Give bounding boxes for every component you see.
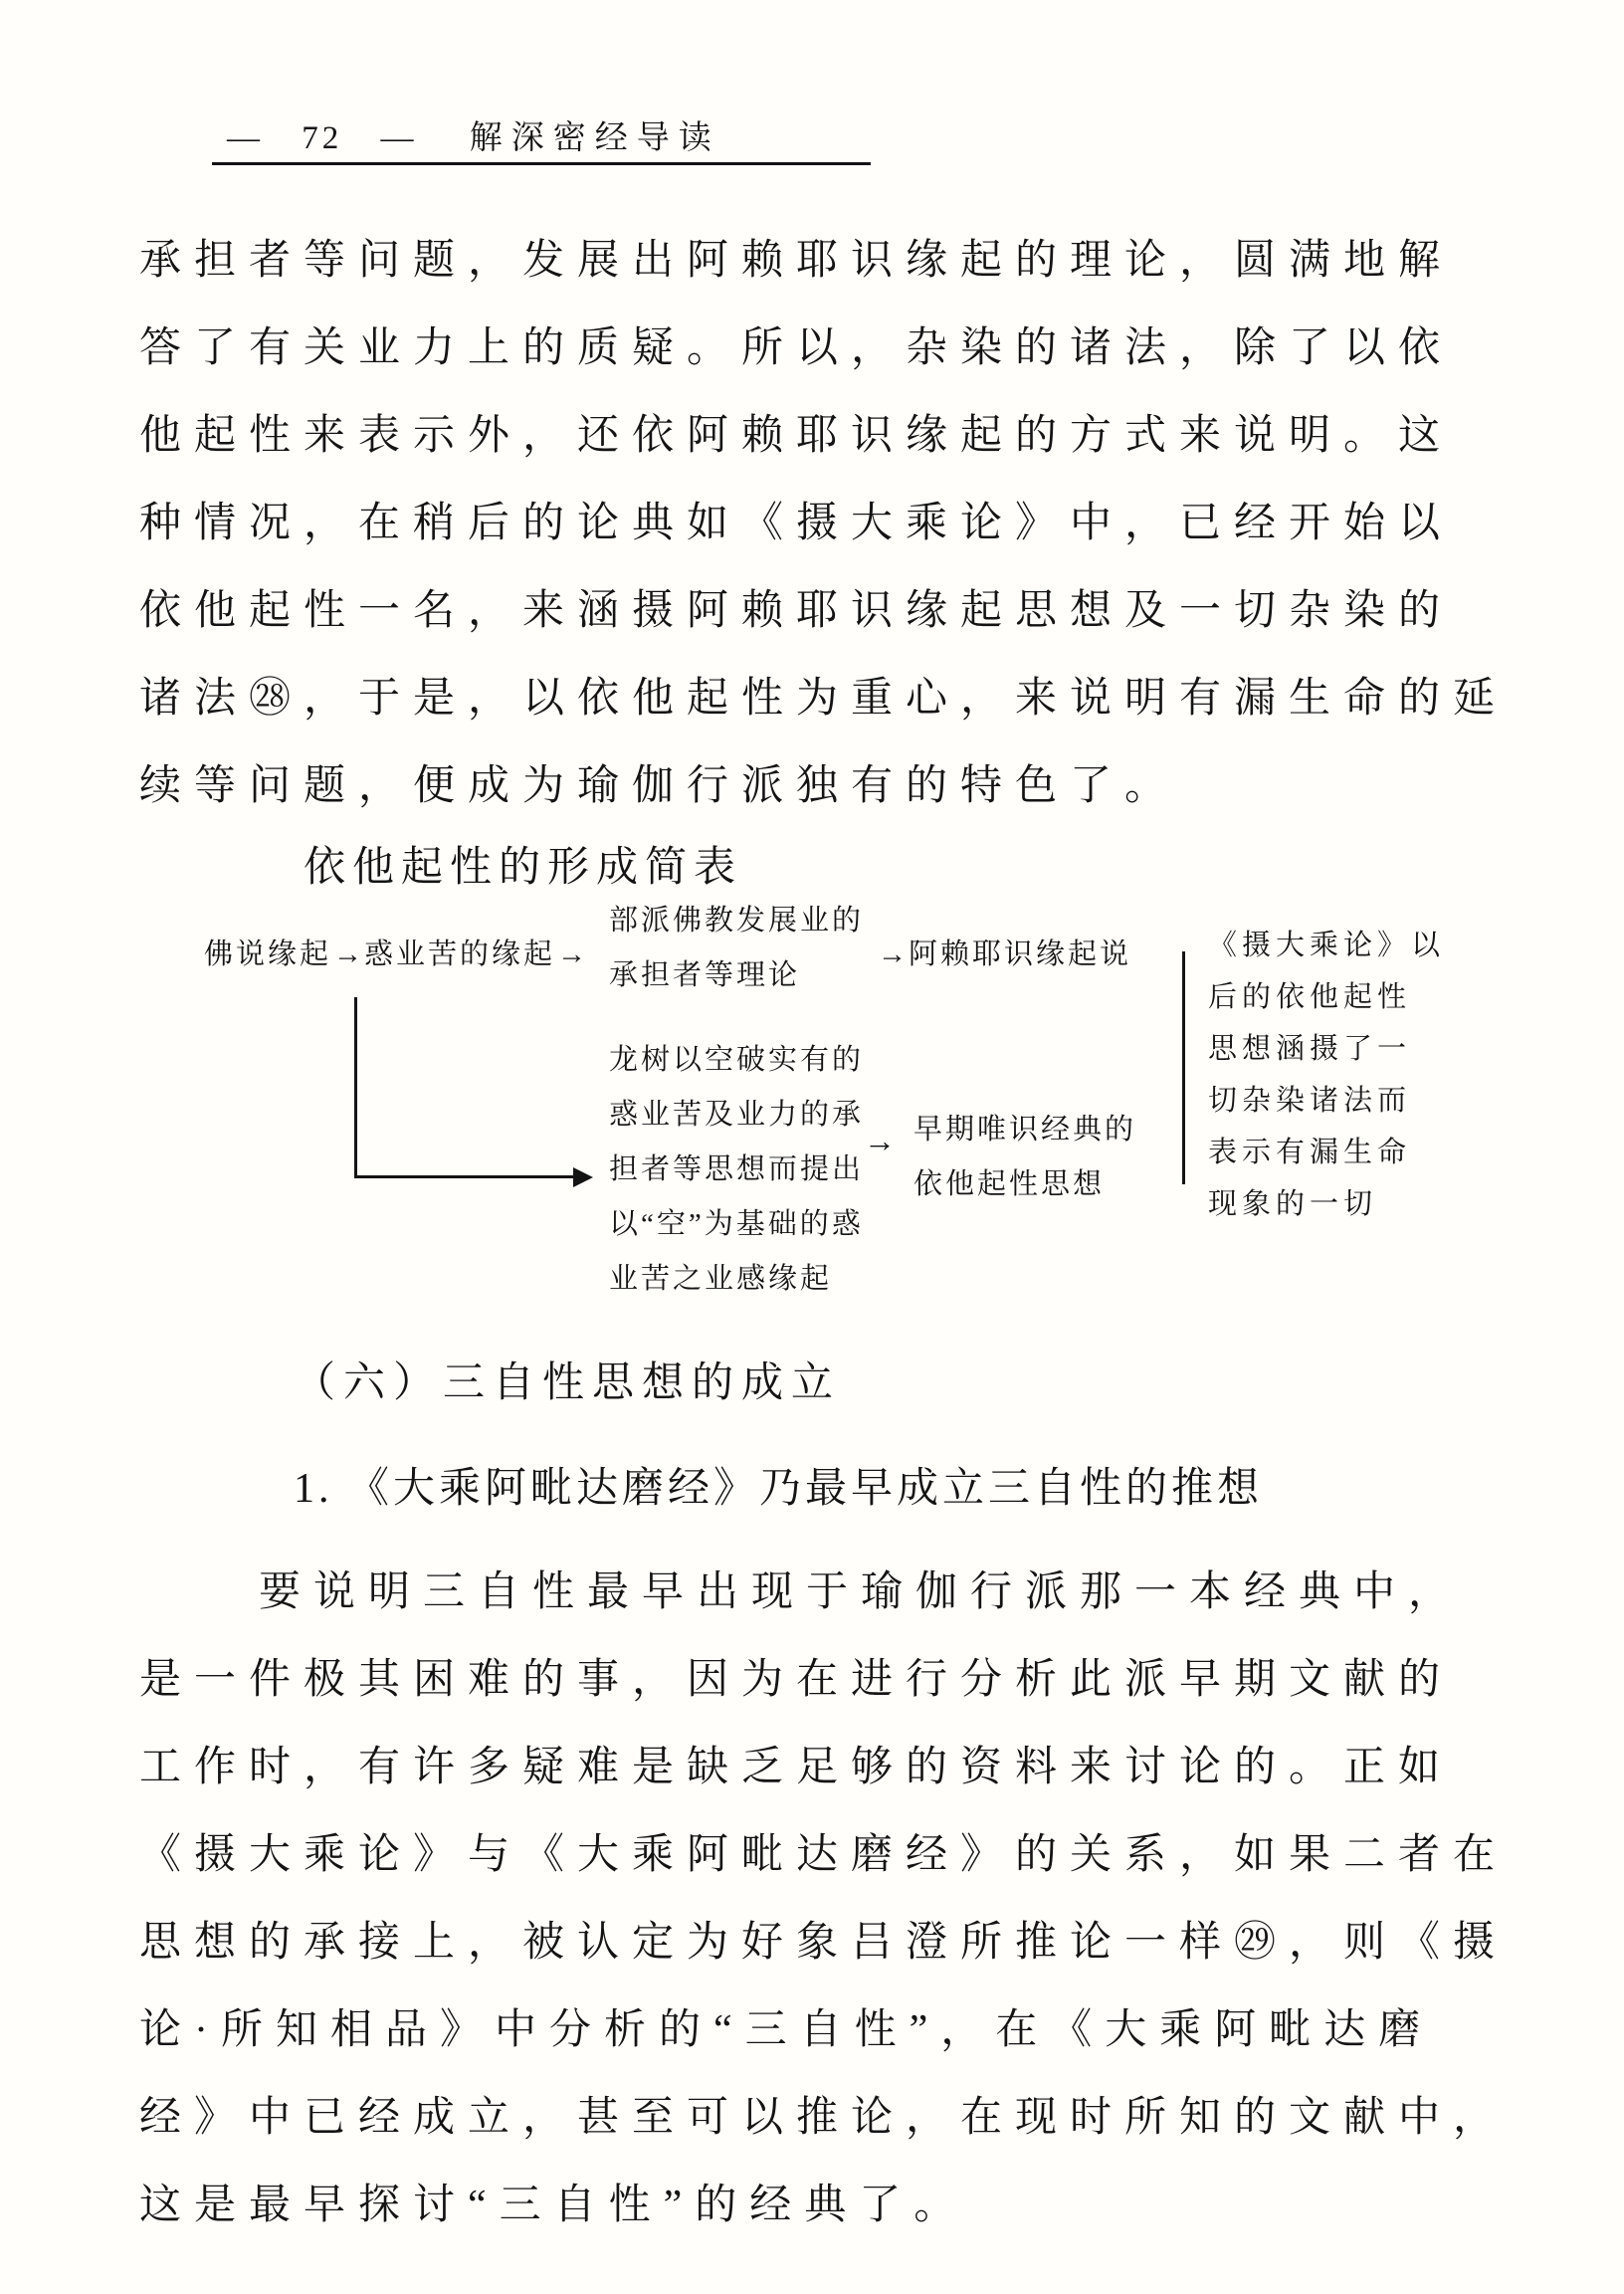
diagram-title: 依他起性的形成简表 xyxy=(304,845,743,891)
text-line: 业苦之业感缘起 xyxy=(609,1263,833,1295)
text-line: 要说明三自性最早出现于瑜伽行派那一本经典中， xyxy=(259,1569,1464,1615)
book-title: 解深密经导读 xyxy=(469,120,720,156)
node-buddha-origination: 佛说缘起 xyxy=(204,938,332,970)
arrow-right-glyph: → xyxy=(333,938,363,970)
node-karma-origination: 惑业苦的缘起 xyxy=(364,938,556,970)
page-header xyxy=(227,111,720,158)
text-line: 是一件极其困难的事，因为在进行分析此派早期文献的 xyxy=(139,1657,1454,1703)
text-line: 部派佛教发展业的 xyxy=(609,905,865,937)
text-line: 早期唯识经典的 xyxy=(914,1114,1137,1146)
connector-arrowhead xyxy=(573,1167,593,1187)
connector-horizontal-line xyxy=(354,1175,575,1178)
text-line: 龙树以空破实有的 xyxy=(609,1044,865,1076)
text-line: 现象的一切 xyxy=(1208,1188,1378,1220)
header-rule xyxy=(212,162,871,165)
text-line: 《摄大乘论》以 xyxy=(1208,930,1446,961)
node-sectarian-buddhism xyxy=(609,894,864,1003)
right-column-divider-line xyxy=(1182,951,1185,1184)
text-line: 经》中已经成立，甚至可以推论，在现时所知的文献中， xyxy=(139,2095,1509,2141)
header-dash-left: — xyxy=(227,120,264,156)
page-number: 72 xyxy=(302,120,343,156)
node-alaya-theory: 阿赖耶识缘起说 xyxy=(909,938,1132,970)
arrow-right-glyph: → xyxy=(878,938,907,970)
arrow-right-glyph: → xyxy=(557,938,587,970)
text-line: 思想涵摄了一 xyxy=(1208,1033,1412,1065)
connector-vertical-line xyxy=(354,997,357,1178)
text-line: 《摄大乘论》与《大乘阿毗达磨经》的关系，如果二者在 xyxy=(139,1832,1509,1878)
node-nagarjuna-emptiness xyxy=(609,1033,864,1307)
text-line: 续等问题，便成为瑜伽行派独有的特色了。 xyxy=(139,763,1180,809)
text-line: 种情况，在稍后的论典如《摄大乘论》中，已经开始以 xyxy=(139,501,1454,546)
node-early-yogacara-texts xyxy=(914,1103,1136,1212)
text-line: 承担者等问题，发展出阿赖耶识缘起的理论，圆满地解 xyxy=(139,238,1454,284)
text-line: 诸法㉘，于是，以依他起性为重心，来说明有漏生命的延 xyxy=(139,676,1509,722)
text-line: 思想的承接上，被认定为好象吕澄所推论一样㉙，则《摄 xyxy=(139,1920,1509,1966)
text-line: 承担者等理论 xyxy=(609,959,801,991)
header-dash-right: — xyxy=(380,120,418,156)
section-heading: （六）三自性思想的成立 xyxy=(294,1360,842,1406)
text-line: 依他起性思想 xyxy=(914,1168,1106,1200)
paragraph-1 xyxy=(139,217,1513,830)
text-line: 表示有漏生命 xyxy=(1208,1137,1412,1168)
text-line: 担者等思想而提出 xyxy=(609,1153,865,1185)
text-line: 依他起性一名，来涵摄阿赖耶识缘起思想及一切杂染的 xyxy=(139,588,1454,634)
diagram-row-alaya xyxy=(876,932,1131,972)
text-line: 他起性来表示外，还依阿赖耶识缘起的方式来说明。这 xyxy=(139,413,1454,459)
arrow-right-glyph: → xyxy=(864,1123,896,1158)
text-line: 后的依他起性 xyxy=(1208,981,1412,1013)
text-line: 以“空”为基础的惑 xyxy=(609,1208,864,1240)
text-line: 切杂染诸法而 xyxy=(1208,1085,1412,1117)
text-line: 工作时，有许多疑难是缺乏足够的资料来讨论的。正如 xyxy=(139,1745,1454,1790)
text-line: 论·所知相品》中分析的“三自性”，在《大乘阿毗达磨 xyxy=(139,2007,1434,2053)
text-line: 答了有关业力上的质疑。所以，杂染的诸法，除了以依 xyxy=(139,325,1454,371)
paragraph-2 xyxy=(139,1549,1513,2249)
text-line: 这是最早探讨“三自性”的经典了。 xyxy=(139,2183,969,2228)
text-line: 惑业苦及业力的承 xyxy=(609,1099,865,1131)
diagram-row-top xyxy=(204,932,588,972)
sub-heading: 1. 《大乘阿毗达磨经》乃最早成立三自性的推想 xyxy=(294,1466,1264,1512)
node-mahayanasamgraha-summary xyxy=(1208,920,1446,1230)
